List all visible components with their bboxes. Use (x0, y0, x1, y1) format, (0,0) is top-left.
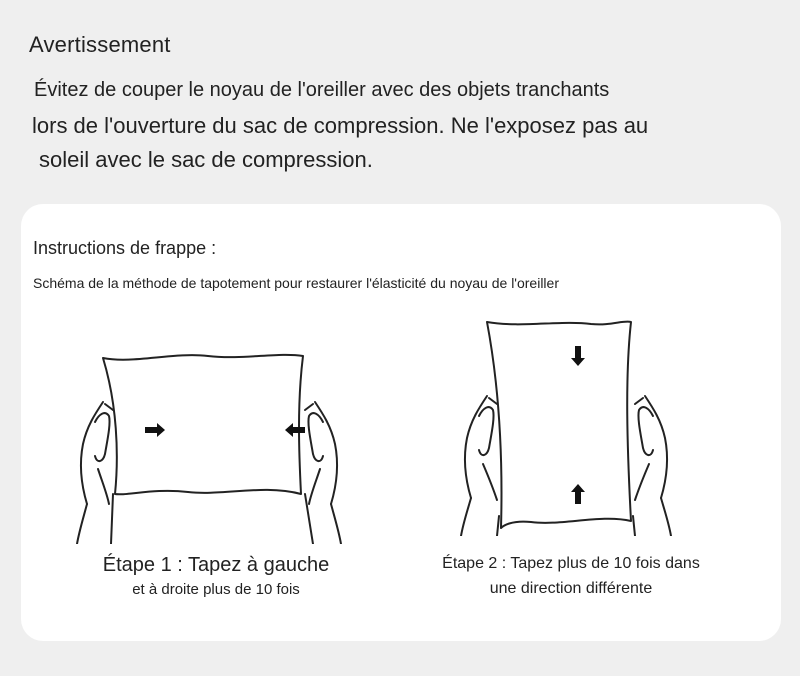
step-1-title: Étape 1 : Tapez à gauche (102, 554, 330, 576)
instructions-card (21, 204, 781, 641)
warning-line-2: lors de l'ouverture du sac de compression. Ne l'exposez pas au (32, 113, 649, 138)
warning-title: Avertissement (29, 32, 171, 57)
pillow-hands-vertical-icon (451, 316, 681, 536)
step-2-title: Étape 2 : Tapez plus de 10 fois dans (442, 555, 700, 572)
warning-line-3: soleil avec le sac de compression. (39, 147, 373, 172)
step-2-subtitle: une direction différente (489, 580, 653, 597)
instructions-title: Instructions de frappe : (33, 238, 217, 258)
pillow-hands-horizontal-icon (73, 344, 343, 544)
step-1-subtitle: et à droite plus de 10 fois (132, 581, 300, 598)
warning-line-1: Évitez de couper le noyau de l'oreiller avec des objets tranchants (34, 79, 610, 101)
instructions-subtitle: Schéma de la méthode de tapotement pour restaurer l'élasticité du noyau de l'oreiller (33, 275, 559, 291)
